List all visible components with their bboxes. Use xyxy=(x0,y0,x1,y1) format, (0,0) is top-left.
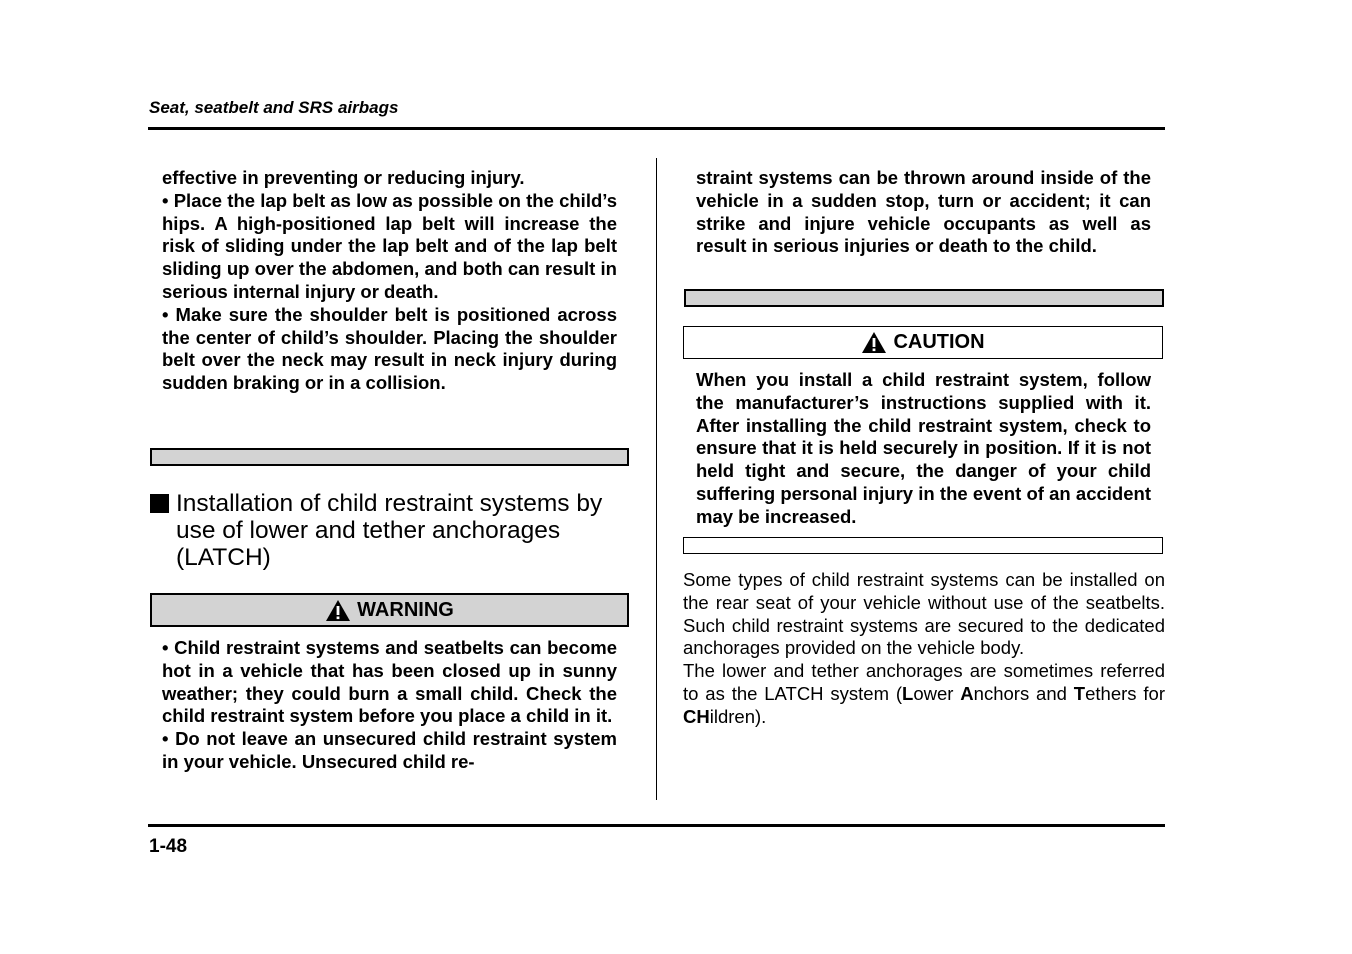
header-title: Seat, seatbelt and SRS airbags xyxy=(149,98,399,117)
warning-triangle-icon xyxy=(861,331,887,354)
continued-warning-text xyxy=(696,167,1151,258)
continued-text: straint systems can be thrown around inside of the vehicle in a sudden stop, turn or accident; it can strike and injure vehicle occupants as well as result in serious injuries or death to the child. xyxy=(696,167,1151,257)
warning-triangle-icon xyxy=(325,599,351,622)
latch-letter-t: T xyxy=(1073,682,1086,704)
end-of-caution-bar xyxy=(683,537,1163,554)
warning-text-block xyxy=(162,637,617,774)
body-paragraph-2-suffix: ). xyxy=(754,705,767,727)
caution-text-block xyxy=(696,369,1151,529)
caution-label-box xyxy=(683,326,1163,359)
latch-letter-a: A xyxy=(960,682,974,704)
caution-label: CAUTION xyxy=(893,331,985,353)
bullet-lap-belt: • Place the lap belt as low as possible on the child’s hips. A high-positioned lap belt will increase the risk of sliding under the lap belt and of the lap belt sliding up over the abdomen, and both can result in serious internal injury or death. xyxy=(162,190,617,304)
latch-word-lower: ower xyxy=(913,682,961,704)
column-divider xyxy=(656,158,657,800)
header-rule xyxy=(148,127,1165,130)
latch-word-anchors: nchors and xyxy=(973,682,1074,704)
latch-letter-ch: CH xyxy=(683,705,710,727)
latch-body-text xyxy=(683,569,1165,729)
body-paragraph-1: Some types of child restraint systems can be installed on the rear seat of your vehicle without use of the seatbelts. Such child restraint systems are secured to the dedicated anchorages provided on the vehicle body. xyxy=(683,569,1165,659)
page-number: 1-48 xyxy=(149,836,188,857)
intro-line: effective in preventing or reducing injury. xyxy=(162,167,525,188)
latch-word-tethers: ethers for xyxy=(1085,682,1165,704)
latch-word-children: ildren xyxy=(709,705,755,727)
warning-bullet-hot-seat: • Child restraint systems and seatbelts can become hot in a vehicle that has been closed up in sunny weather; they could burn a small child. Check the child restraint system before you place a child in it. xyxy=(162,637,617,728)
body-paragraph-2-prefix: The lower and tether anchorages are sometimes referred to as the LATCH system ( xyxy=(683,660,1165,704)
caution-text: When you install a child restraint system, follow the manufacturer’s instructions supplied with it. After installing the child restraint system, check to ensure that it is held securely in position. If it is not held tight and secure, the danger of your child suffering personal injury in the event of an accident may be increased. xyxy=(696,369,1151,527)
footer-rule xyxy=(148,824,1165,827)
latch-letter-l: L xyxy=(902,682,914,704)
end-of-warning-bar-right xyxy=(684,289,1164,307)
bullet-shoulder-belt: • Make sure the shoulder belt is positioned across the center of child’s shoulder. Placing the shoulder belt over the neck may result in neck injury during sudden braking or in a collision. xyxy=(162,304,617,395)
warning-label: WARNING xyxy=(357,598,454,621)
body-paragraph-2 xyxy=(683,660,1165,728)
warning-label-box xyxy=(150,593,629,627)
end-of-warning-bar xyxy=(150,448,629,466)
section-heading xyxy=(150,490,630,571)
warning-bullet-unsecured: • Do not leave an unsecured child restraint system in your vehicle. Unsecured child re- xyxy=(162,728,617,774)
section-heading-text: Installation of child restraint systems by use of lower and tether anchorages (LATCH) xyxy=(176,490,603,571)
square-bullet-icon xyxy=(150,494,169,513)
left-text-block xyxy=(162,167,617,395)
